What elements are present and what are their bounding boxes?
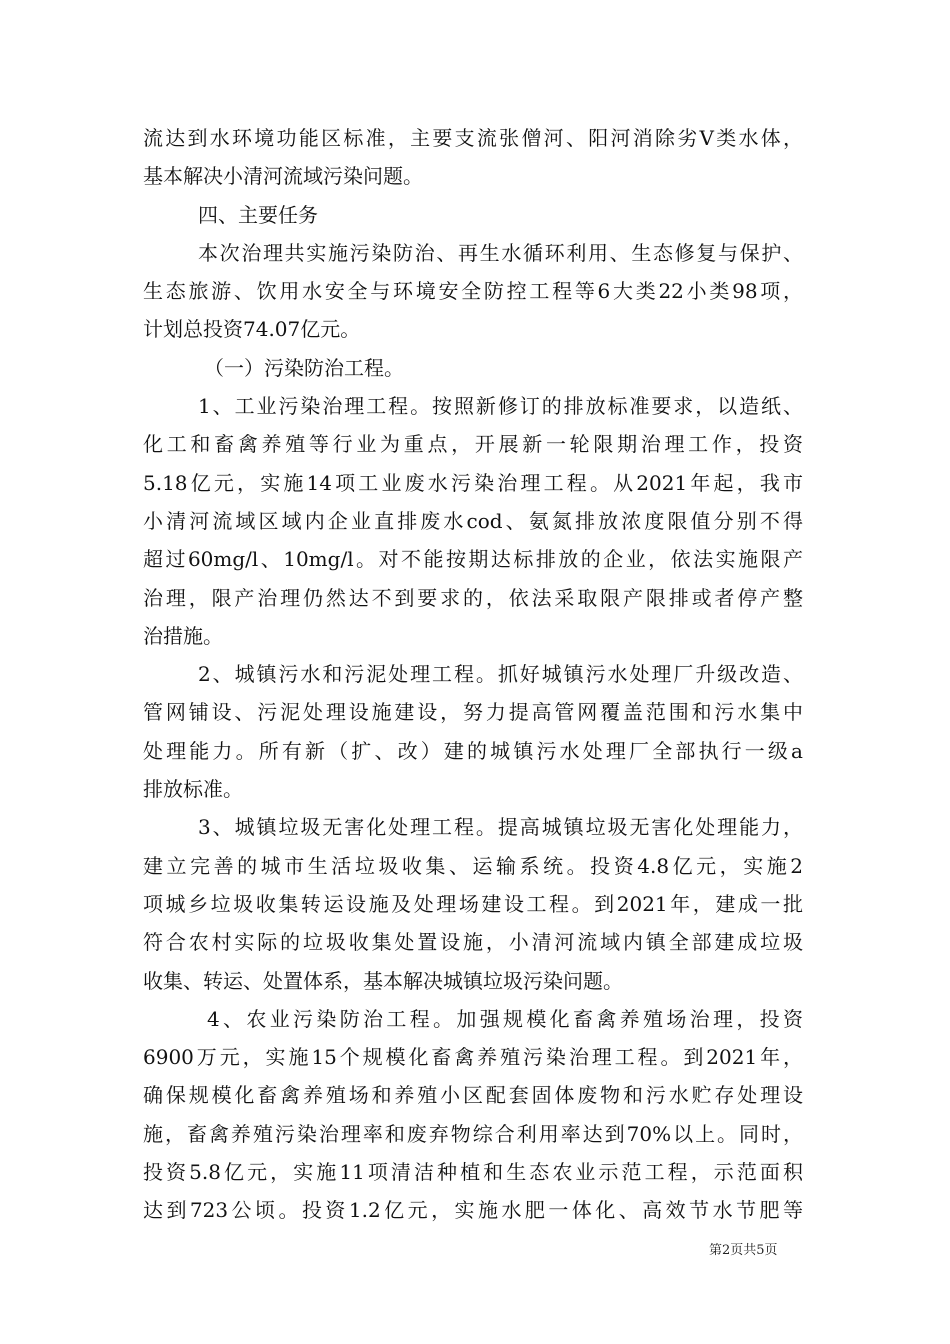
text-line: 符合农村实际的垃圾收集处置设施，小清河流域内镇全部建成垃圾 bbox=[143, 930, 803, 955]
text-line: 建立完善的城市生活垃圾收集、运输系统。投资4.8亿元，实施2 bbox=[143, 853, 803, 878]
text-line: 施，畜禽养殖污染治理率和废弃物综合利用率达到70%以上。同时， bbox=[143, 1121, 803, 1146]
text-line: 超过60mg/l、10mg/l。对不能按期达标排放的企业，依法实施限产 bbox=[143, 547, 803, 572]
text-line: 治理，限产治理仍然达不到要求的，依法采取限产限排或者停产整 bbox=[143, 585, 803, 610]
text-line: 4、农业污染防治工程。加强规模化畜禽养殖场治理，投资 bbox=[207, 1006, 803, 1031]
text-line: 确保规模化畜禽养殖场和养殖小区配套固体废物和污水贮存处理设 bbox=[143, 1083, 803, 1108]
text-line: 流达到水环境功能区标准，主要支流张僧河、阳河消除劣Ⅴ类水体， bbox=[143, 126, 803, 150]
text-line: 治措施。 bbox=[143, 623, 223, 648]
text-line: 1、工业污染治理工程。按照新修订的排放标准要求，以造纸、 bbox=[198, 394, 803, 419]
document-body bbox=[143, 119, 803, 1230]
text-line: 2、城镇污水和污泥处理工程。抓好城镇污水处理厂升级改造、 bbox=[198, 662, 803, 687]
text-line: 处理能力。所有新（扩、改）建的城镇污水处理厂全部执行一级a bbox=[143, 738, 803, 763]
text-line: 投资5.8亿元，实施11项清洁种植和生态农业示范工程，示范面积 bbox=[143, 1160, 803, 1185]
text-line: 6900万元，实施15个规模化畜禽养殖污染治理工程。到2021年， bbox=[143, 1045, 803, 1070]
text-line: 项城乡垃圾收集转运设施及处理场建设工程。到2021年，建成一批 bbox=[143, 891, 803, 916]
text-line: 3、城镇垃圾无害化处理工程。提高城镇垃圾无害化处理能力， bbox=[198, 815, 803, 840]
text-line: 本次治理共实施污染防治、再生水循环利用、生态修复与保护、 bbox=[198, 240, 803, 265]
page-number: 第2页共5页 bbox=[709, 1243, 778, 1258]
text-line: 收集、转运、处置体系，基本解决城镇垃圾污染问题。 bbox=[143, 968, 623, 993]
text-line: （一）污染防治工程。 bbox=[204, 355, 404, 380]
text-line: 化工和畜禽养殖等行业为重点，开展新一轮限期治理工作，投资 bbox=[143, 432, 803, 457]
text-line: 基本解决小清河流域污染问题。 bbox=[143, 164, 423, 189]
text-line: 计划总投资74.07亿元。 bbox=[143, 317, 361, 342]
text-line: 排放标准。 bbox=[143, 777, 243, 802]
text-line: 管网铺设、污泥处理设施建设，努力提高管网覆盖范围和污水集中 bbox=[143, 700, 803, 725]
text-line: 四、主要任务 bbox=[198, 202, 318, 227]
text-line: 小清河流域区域内企业直排废水cod、氨氮排放浓度限值分别不得 bbox=[143, 508, 803, 533]
text-line: 生态旅游、饮用水安全与环境安全防控工程等6大类22小类98项， bbox=[143, 279, 803, 304]
text-line: 达到723公顷。投资1.2亿元，实施水肥一体化、高效节水节肥等 bbox=[143, 1198, 803, 1223]
text-line: 5.18亿元，实施14项工业废水污染治理工程。从2021年起，我市 bbox=[143, 470, 803, 495]
